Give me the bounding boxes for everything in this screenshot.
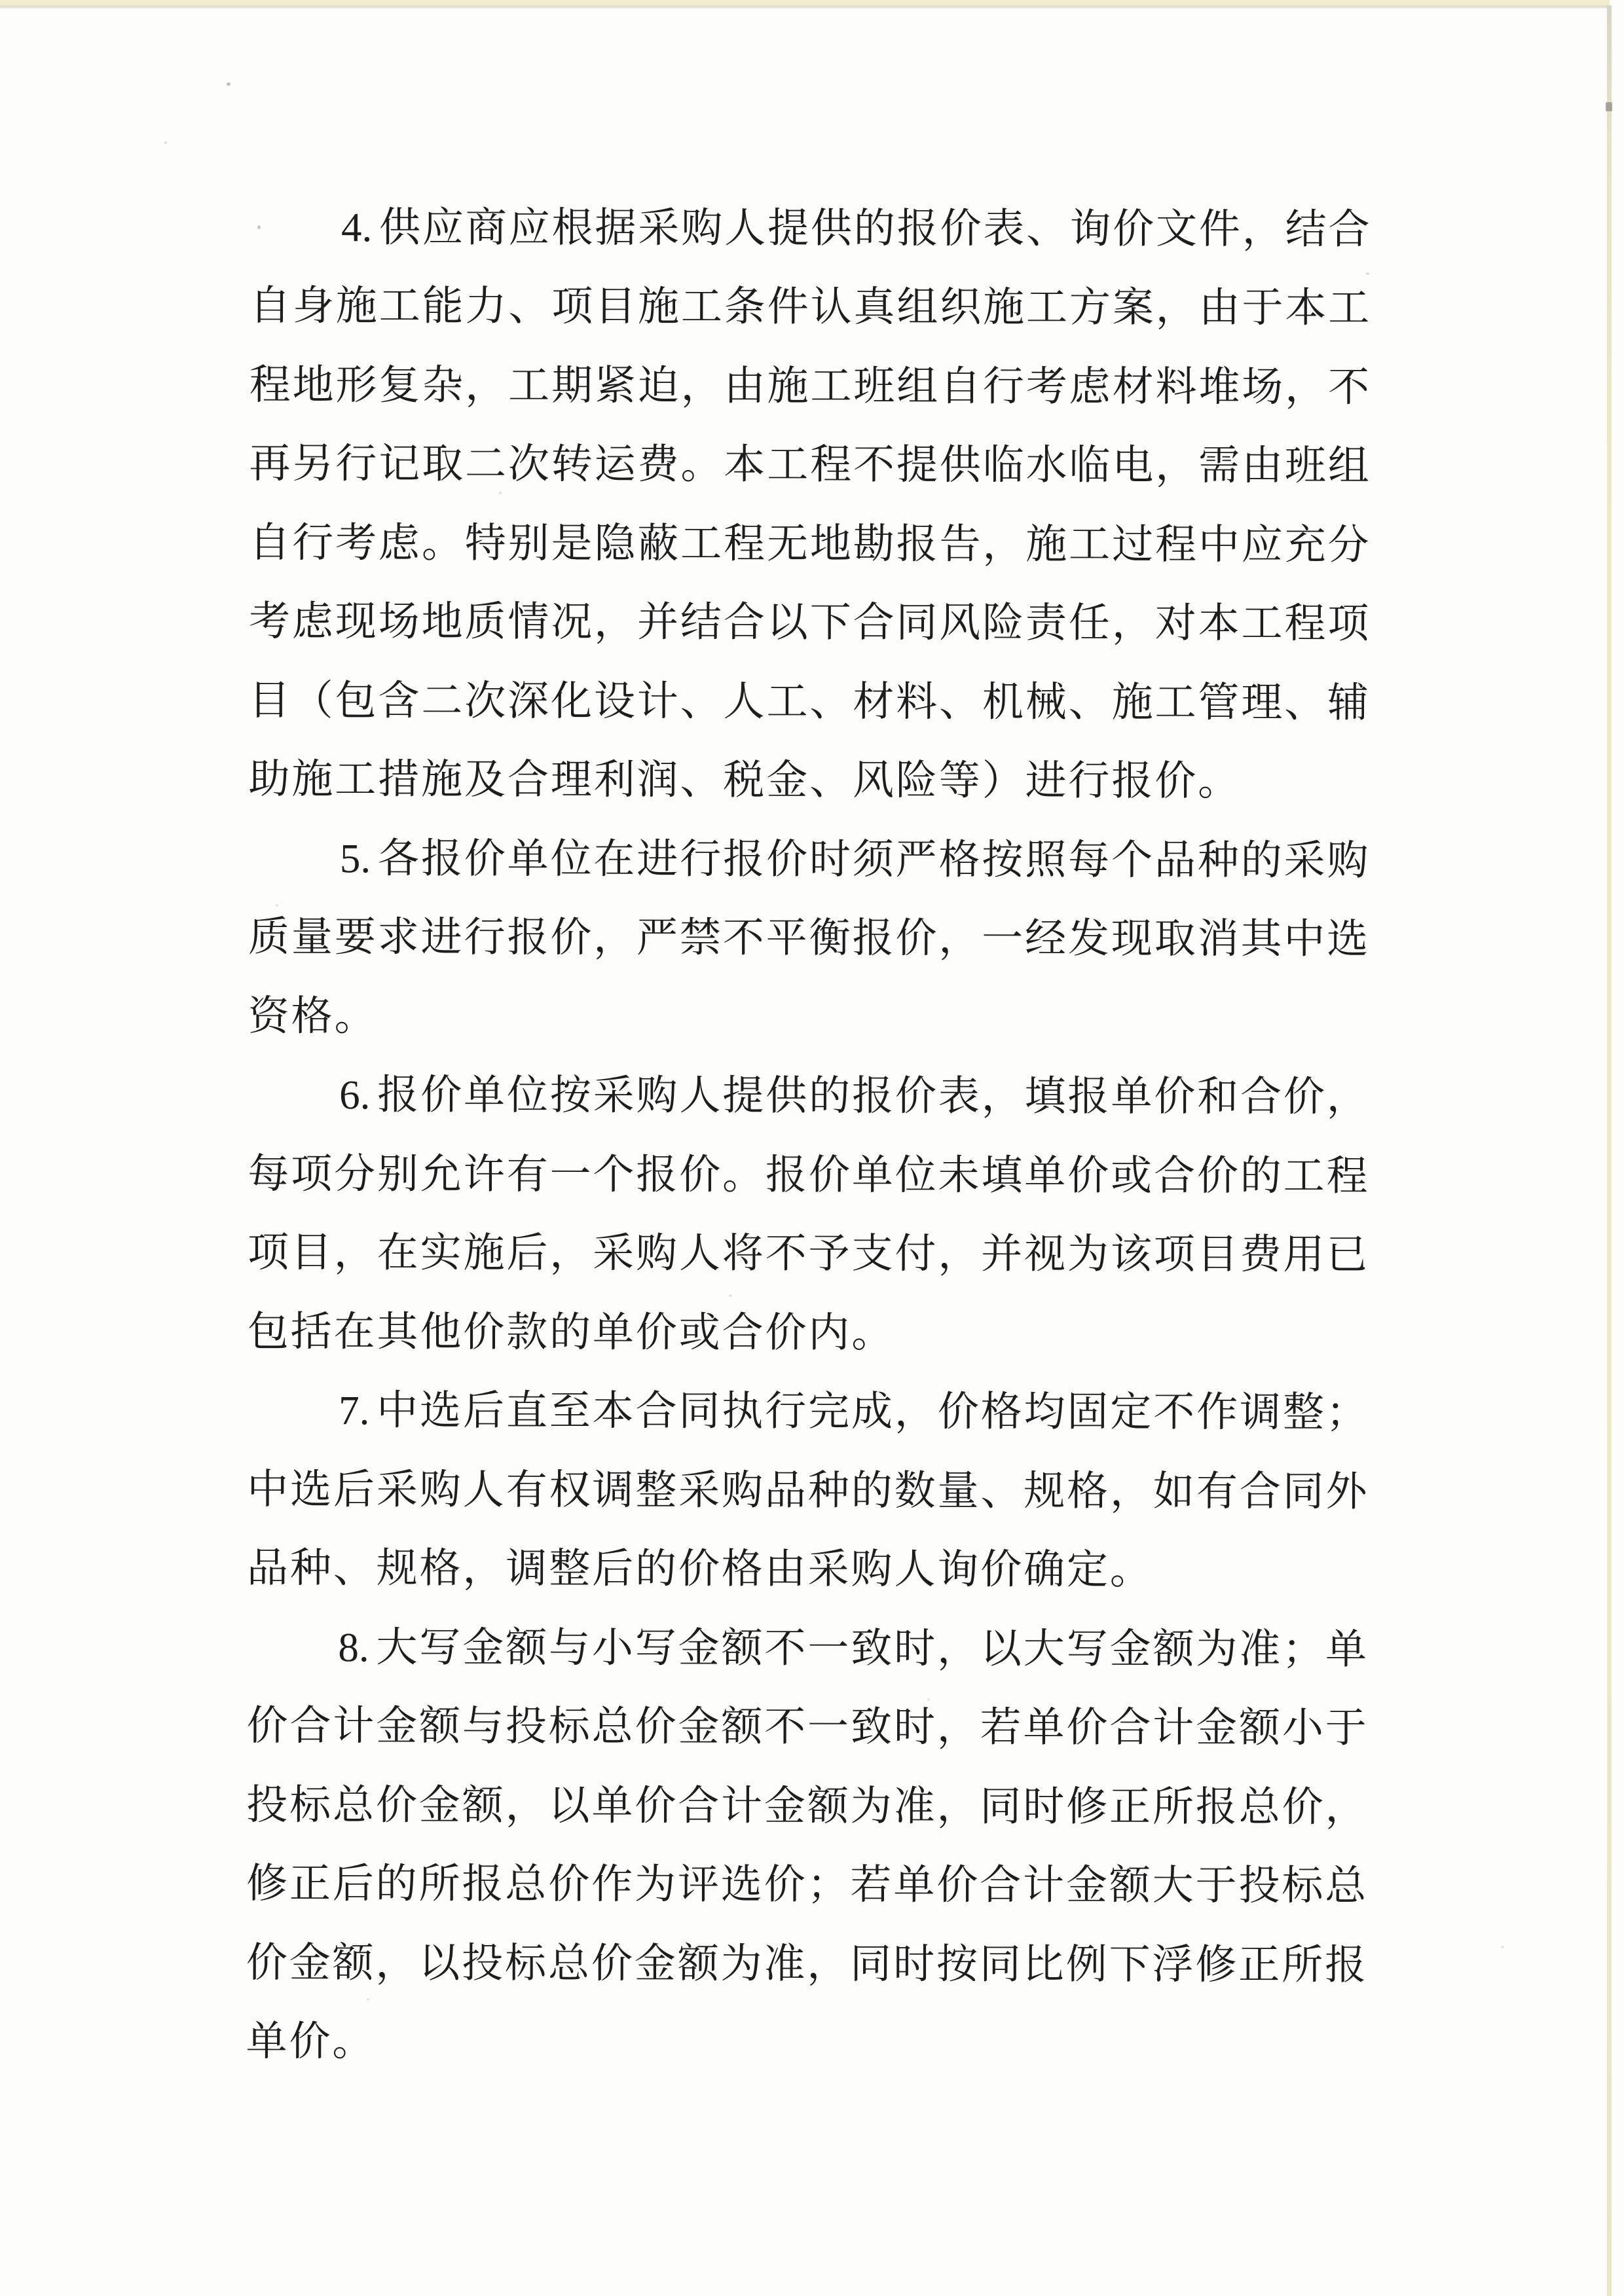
text-line: 再 另 行 记 取 二 次 转 运 费 。 本 工 程 不 提 供 临 水 临 电 ， 需 由 班 组 — [249, 441, 1369, 489]
text-line: 助 施 工 措 施 及 合 理 利 润 、 税 金 、 风 险 等 ） 进 行 报 价 。 — [248, 756, 1240, 805]
paragraph-indent — [248, 858, 334, 859]
text-line: 资 格 。 — [248, 993, 376, 1040]
text-line: 中 选 后 采 购 人 有 权 调 整 采 购 品 种 的 数 量 、 规 格 ， 如 有 合 同 外 — [247, 1466, 1367, 1515]
scan-right-page-edge — [1607, 5, 1612, 2296]
text-line: 修 正 后 的 所 报 总 价 作 为 评 选 价 ； 若 单 价 合 计 金 额 大 于 投 标 总 — [246, 1861, 1367, 1909]
paragraph-indent — [249, 227, 335, 228]
scan-edge-mark — [1606, 102, 1612, 111]
text-line: 自 身 施 工 能 力 、 项 目 施 工 条 件 认 真 组 织 施 工 方 案 ， 由 于 本 工 — [249, 283, 1370, 331]
scan-top-edge — [0, 0, 1610, 9]
paragraph-indent — [246, 1647, 332, 1648]
text-line: 质 量 要 求 进 行 报 价 ， 严 禁 不 平 衡 报 价 ， 一 经 发 现 取 消 其 中 选 — [248, 914, 1369, 962]
document-text-block — [245, 188, 1371, 2084]
dust-speck — [164, 141, 167, 144]
text-line: 项 目 ， 在 实 施 后 ， 采 购 人 将 不 予 支 付 ， 并 视 为 该 项 目 费 用 已 — [247, 1230, 1368, 1278]
paragraph-indent — [246, 1410, 333, 1411]
text-line: 程 地 形 复 杂 ， 工 期 紧 迫 ， 由 施 工 班 组 自 行 考 虑 材 料 堆 场 ， 不 — [249, 361, 1370, 410]
text-line: 4. 供 应 商 应 根 据 采 购 人 提 供 的 报 价 表 、 询 价 文 件 ， 结 合 — [249, 188, 1371, 269]
dust-speck — [1501, 1946, 1504, 1948]
text-line: 包 括 在 其 他 价 款 的 单 价 或 合 价 内 。 — [247, 1308, 893, 1356]
text-line: 6. 报 价 单 位 按 采 购 人 提 供 的 报 价 表 ， 填 报 单 价 和 合 价 ， — [247, 1055, 1369, 1137]
text-line: 单 价 。 — [246, 2018, 374, 2065]
text-line: 目 （ 包 含 二 次 深 化 设 计 、 人 工 、 材 料 、 机 械 、 施 工 管 理 、 辅 — [248, 677, 1369, 726]
text-line: 投 标 总 价 金 额 ， 以 单 价 合 计 金 额 为 准 ， 同 时 修 正 所 报 总 价 ， — [246, 1781, 1367, 1831]
text-line: 价 合 计 金 额 与 投 标 总 价 金 额 不 一 致 时 ， 若 单 价 合 计 金 额 小 于 — [246, 1703, 1367, 1751]
text-line: 自 行 考 虑 。 特 别 是 隐 蔽 工 程 无 地 勘 报 告 ， 施 工 过 程 中 应 充 分 — [249, 519, 1369, 568]
text-line: 5. 各 报 价 单 位 在 进 行 报 价 时 须 严 格 按 照 每 个 品 种 的 采 购 — [248, 819, 1370, 900]
text-line: 每 项 分 别 允 许 有 一 个 报 价 。 报 价 单 位 未 填 单 价 或 合 价 的 工 程 — [248, 1150, 1368, 1199]
text-line: 价 金 额 ， 以 投 标 总 价 金 额 为 准 ， 同 时 按 同 比 例 下 浮 修 正 所 报 — [246, 1939, 1367, 1988]
text-line: 品 种 、 规 格 ， 调 整 后 的 价 格 由 采 购 人 询 价 确 定 。 — [246, 1545, 1151, 1594]
text-line: 7. 中 选 后 直 至 本 合 同 执 行 完 成 ， 价 格 均 固 定 不 作 调 整 ； — [246, 1371, 1369, 1452]
dust-speck — [227, 82, 231, 86]
text-line: 考 虑 现 场 地 质 情 况 ， 并 结 合 以 下 合 同 风 险 责 任 ， 对 本 工 程 项 — [248, 598, 1369, 647]
text-line: 8. 大 写 金 额 与 小 写 金 额 不 一 致 时 ， 以 大 写 金 额 为 准 ； 单 — [246, 1608, 1368, 1689]
